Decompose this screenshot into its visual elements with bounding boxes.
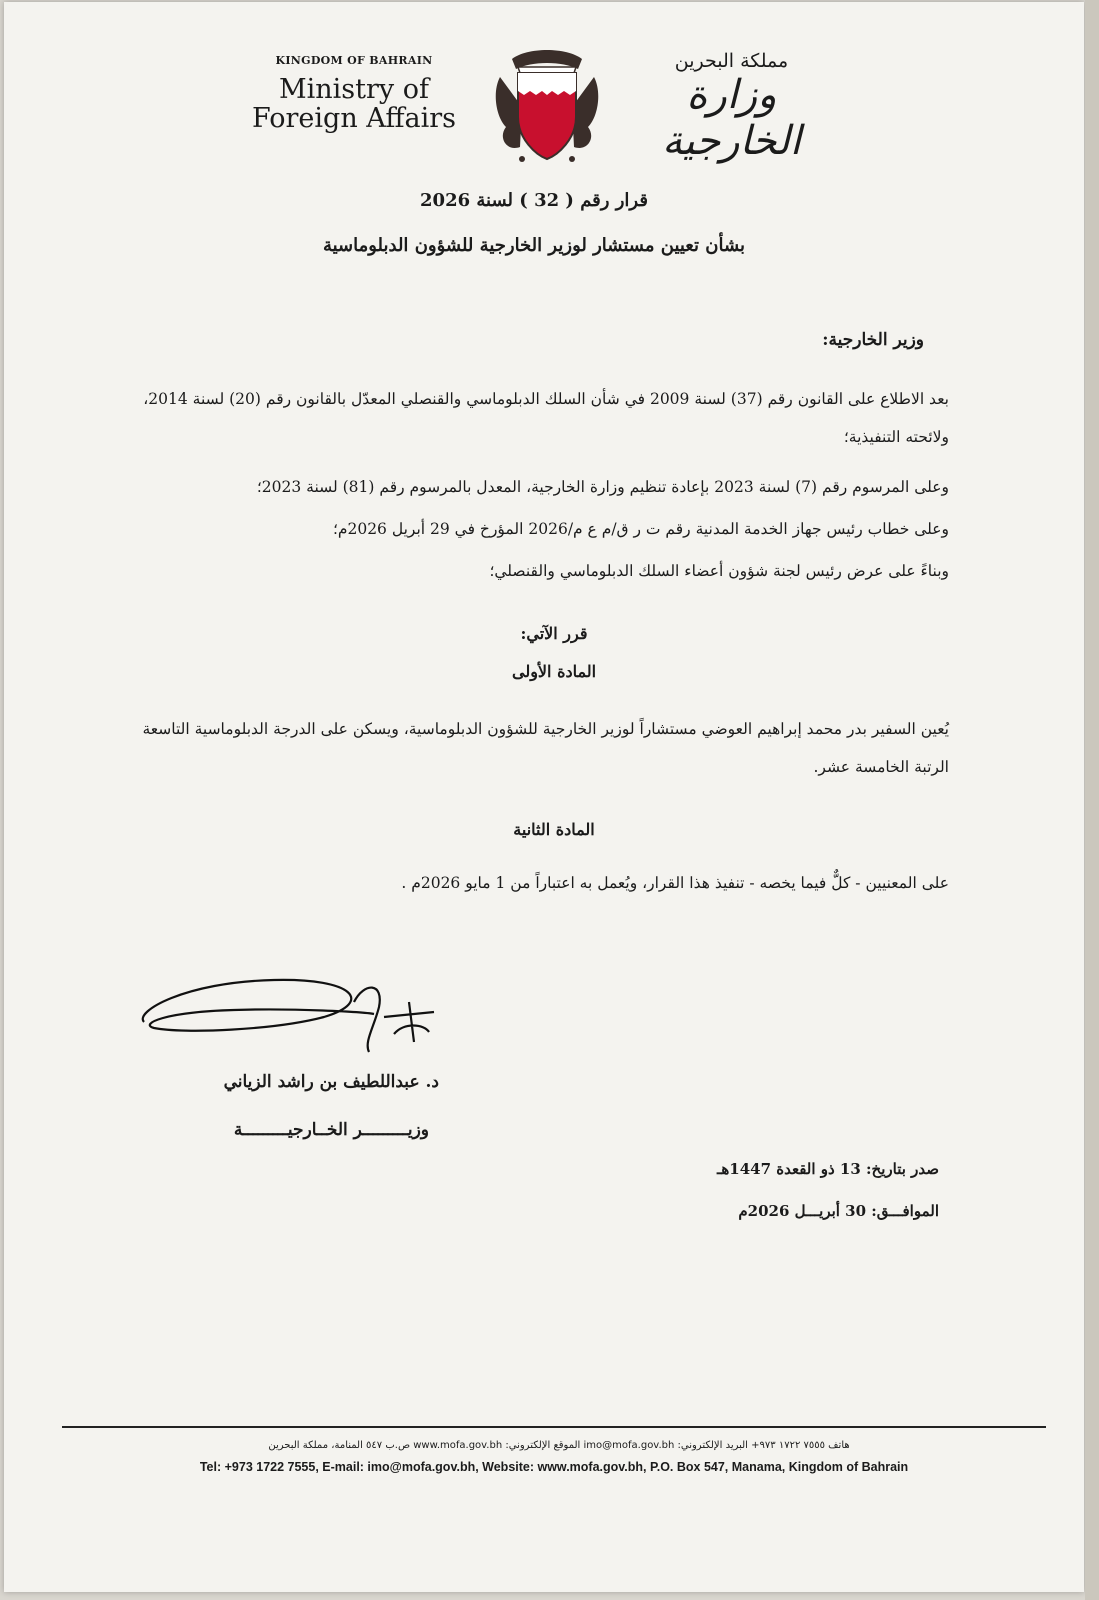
- signer-title: وزيـــــــــر الخــارجيـــــــــة: [233, 1120, 429, 1140]
- article-2-title: المادة الثانية: [513, 820, 595, 839]
- footer-arabic-contact: هاتف ٧٥٥٥ ١٧٢٢ ٩٧٣+ البريد الإلكتروني: imo@mofa.gov.bh الموقع الإلكتروني: www.mofa.gov.bh ص.ب ٥٤٧ المنامة، مملكة البحرين: [268, 1440, 850, 1451]
- handwritten-signature: [124, 962, 444, 1062]
- preamble-paragraph-2: وعلى المرسوم رقم (7) لسنة 2023 بإعادة تنظيم وزارة الخارجية، المعدل بالمرسوم رقم (81) لسنة 2023؛: [256, 478, 949, 496]
- arabic-ministry-label: وزارة الخارجية: [662, 72, 801, 164]
- article-1-body: يُعين السفير بدر محمد إبراهيم العوضي مستشاراً لوزير الخارجية للشؤون الدبلوماسية، ويسكن على الدرجة الدبلوماسية التاسعة الرتبة الخامسة عشر.: [142, 720, 949, 776]
- article-1-title: المادة الأولى: [511, 662, 597, 681]
- english-ministry-line1: Ministry of: [278, 74, 429, 105]
- decree-subject: بشأن تعيين مستشار لوزير الخارجية للشؤون الدبلوماسية: [322, 235, 746, 256]
- preamble-paragraph-4: وبناءً على عرض رئيس لجنة شؤون أعضاء السلك الدبلوماسي والقنصلي؛: [489, 562, 949, 580]
- signer-name: د. عبداللطيف بن راشد الزياني: [223, 1072, 439, 1092]
- footer-divider: [62, 1426, 1046, 1428]
- arabic-letterhead: [614, 50, 849, 164]
- document-page: [4, 2, 1084, 1592]
- decides-heading: قرر الآتي:: [520, 624, 588, 643]
- english-kingdom-label: KINGDOM OF BAHRAIN: [275, 54, 433, 67]
- article-2-body: على المعنيين - كلٌّ فيما يخصه - تنفيذ هذا القرار، ويُعمل به اعتباراً من 1 مايو 2026م .: [401, 874, 949, 892]
- coat-of-arms-icon: [492, 47, 602, 167]
- footer-english-contact: Tel: +973 1722 7555, E-mail: imo@mofa.gov.bh, Website: www.mofa.gov.bh, P.O. Box 547, Manama, Kingdom of Bahrain: [199, 1460, 909, 1474]
- arabic-kingdom-label: مملكة البحرين: [674, 50, 789, 72]
- preamble-paragraph-1: بعد الاطلاع على القانون رقم (37) لسنة 2009 في شأن السلك الدبلوماسي والقنصلي المعدّل بالقانون رقم (20) لسنة 2014، ولائحته التنفيذية؛: [143, 390, 949, 446]
- preamble-paragraph-3: وعلى خطاب رئيس جهاز الخدمة المدنية رقم ت ر ق/م ع م/2026 المؤرخ في 29 أبريل 2026م؛: [332, 520, 949, 538]
- gregorian-date: الموافـــق: 30 أبريـــل 2026م: [738, 1202, 939, 1220]
- english-letterhead: [249, 54, 459, 133]
- decree-number: قرار رقم ( 32 ) لسنة 2026: [420, 190, 648, 211]
- english-ministry-line2: Foreign Affairs: [252, 103, 456, 134]
- addressee: وزير الخارجية:: [822, 330, 924, 350]
- page-edge: [1085, 0, 1099, 1600]
- issued-date: صدر بتاريخ: 13 ذو القعدة 1447هـ: [716, 1160, 939, 1178]
